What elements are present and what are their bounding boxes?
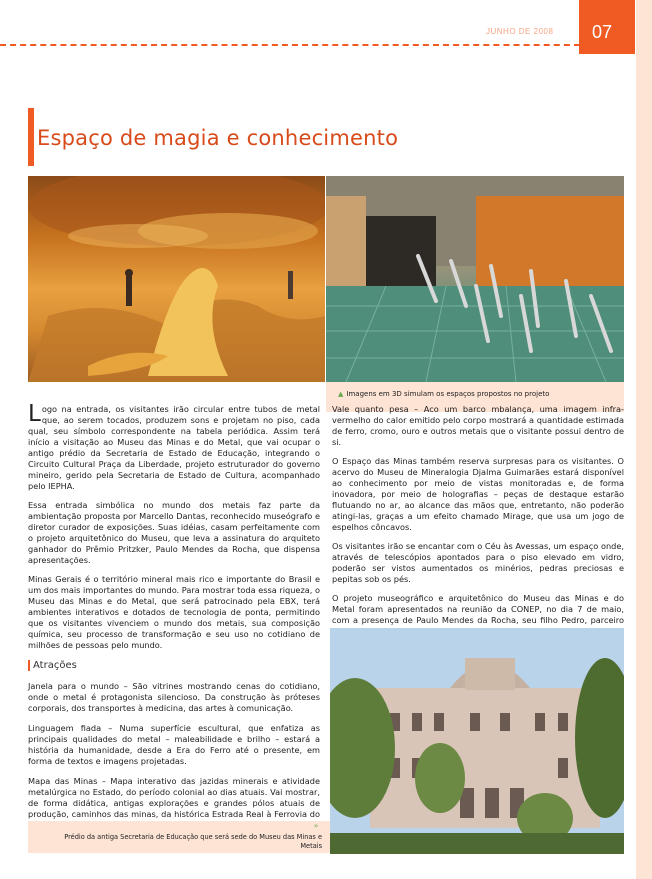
render-golden-hall-image [28, 176, 325, 382]
title-accent-bar [28, 108, 34, 166]
page-number-box [579, 0, 635, 54]
atracao-mapa: Mapa das Minas – Mapa interativo das jazidas minerais e atividade metalúrgica no Estado, do período colonial ao dias atuais. Vai mostrar, de forma didática, antigas explorações e grandes pólos atuais de produção, caminhos das minas, da histórica Estrada Real à Ferrovia do [28, 776, 320, 819]
building-caption: Prédio da antiga Secretaria de Educação que será sede do Museu das Minas e Metais [64, 833, 322, 850]
image-caption [338, 390, 549, 398]
paragraph-intro-text: ogo na entrada, os visitantes irão circular entre tubos de metal que, ao serem tocados, produzem sons e projetam no piso, cada qual, seu símbolo correspondente na tabela periódica. Assim terá início a visitação ao Museu das Minas e do Metal, que vai ocupar o antigo prédio da Secretaria de Estado de Educação, integrando o Circuito Cultural Praça da Liberdade, projeto estruturador do governo mineiro, gerido pela Secretaria de Estado de Cultura, acompanhado pelo IEPHA. [28, 404, 320, 491]
header-dashed-rule [0, 44, 590, 46]
atracao-janela: Janela para o mundo – São vitrines mostrando cenas do cotidiano, onde o metal é protagonista silencioso. Da construção às próteses corporais, dos transportes à medicina, das artes à comunicação. [28, 681, 320, 713]
article-column-left [28, 401, 320, 659]
caption-arrow-icon: ▲ [338, 390, 344, 398]
page-header [0, 0, 652, 46]
building-photo [330, 628, 624, 854]
paragraph-ambientacao: Essa entrada simbólica no mundo dos metais faz parte da ambientação proposta por Marcello Dantas, reconhecido museógrafo e diretor curador de exposições. Suas idéias, casam perfeitamente com o projeto arquitetônico do Museu, que leva a assinatura do arquiteto ganhador do Prêmio Pritzker, Paulo Mendes da Rocha, que dispensa apresentações. [28, 500, 320, 565]
atracoes-section [28, 660, 320, 840]
paragraph-intro [28, 401, 320, 492]
render-metal-tubes-image [326, 176, 624, 382]
page-number: 07 [592, 22, 613, 42]
paragraph-minas-gerais: Minas Gerais é o território mineral mais rico e importante do Brasil e um dos mais importantes do mundo. Para mostrar toda essa riqueza, o Museu das Minas e do Metal, que será patrocinado pela EBX, terá ambientes interativos e dotados de tecnologia de ponta, permitindo que os visitantes vivenciem o mundo dos metais, sua composição química, seu processo de transformação e seu uso no cotidiano de milhões de pessoas pelo mundo. [28, 574, 320, 650]
atracao-linguagem: Linguagem fiada – Numa superfície escultural, que enfatiza as principais qualidades do metal – maleabilidade e brilho – estará a história da humanidade, desde a Era do Ferro até o presente, em forma de textos e imagens projetadas. [28, 723, 320, 766]
right-margin-strip [636, 0, 652, 879]
paragraph-espaco-das-minas: O Espaço das Minas também reserva surpresas para os visitantes. O acervo do Museu de Mineralogia Djalma Guimarães estará disponível ao conhecimento por meio de vistas monitoradas e, de forma inovadora, por meio de holografias – peças de destaque estarão flutuando no ar, ao alcance das mãos que, entretanto, não poderão atingi-las, graças a um efeito chamado Mirage, que usa um jogo de espelhos côncavos. [332, 456, 624, 532]
image-caption-text: Imagens em 3D simulam os espaços propostos no projeto [346, 390, 550, 398]
paragraph-ceu-as-avessas: Os visitantes irão se encantar com o Céu às Avessas, um espaço onde, através de telescópios apontados para o piso elevado em vidro, poderão ser vistos aumentados os minérios, pedras preciosas e pepitas sob os pés. [332, 541, 624, 584]
paragraph-projeto-conep: O projeto museográfico e arquitetônico do Museu das Minas e do Metal foram apresentados na reunião da CONEP, no dia 7 de maio, com a presença de Paulo Mendes da Rocha, seu filho Pedro, parceiro [332, 593, 624, 625]
paragraph-vale-quanto-pesa: Vale quanto pesa – Aco um barco mbalança, uma imagem infra-vermelho do calor emitido pelo corpo mostrará a quantidade estimada de ferro, cromo, ouro e outros metais que o visitante possui dentro de si. [332, 404, 624, 447]
atracoes-heading: Atrações [28, 660, 320, 671]
building-caption-arrow-icon: » [314, 822, 319, 830]
article-title: Espaço de magia e conhecimento [37, 126, 399, 150]
drop-cap: L [28, 401, 41, 427]
issue-date: JUNHO DE 2008 [486, 27, 554, 36]
article-column-right [332, 404, 624, 645]
